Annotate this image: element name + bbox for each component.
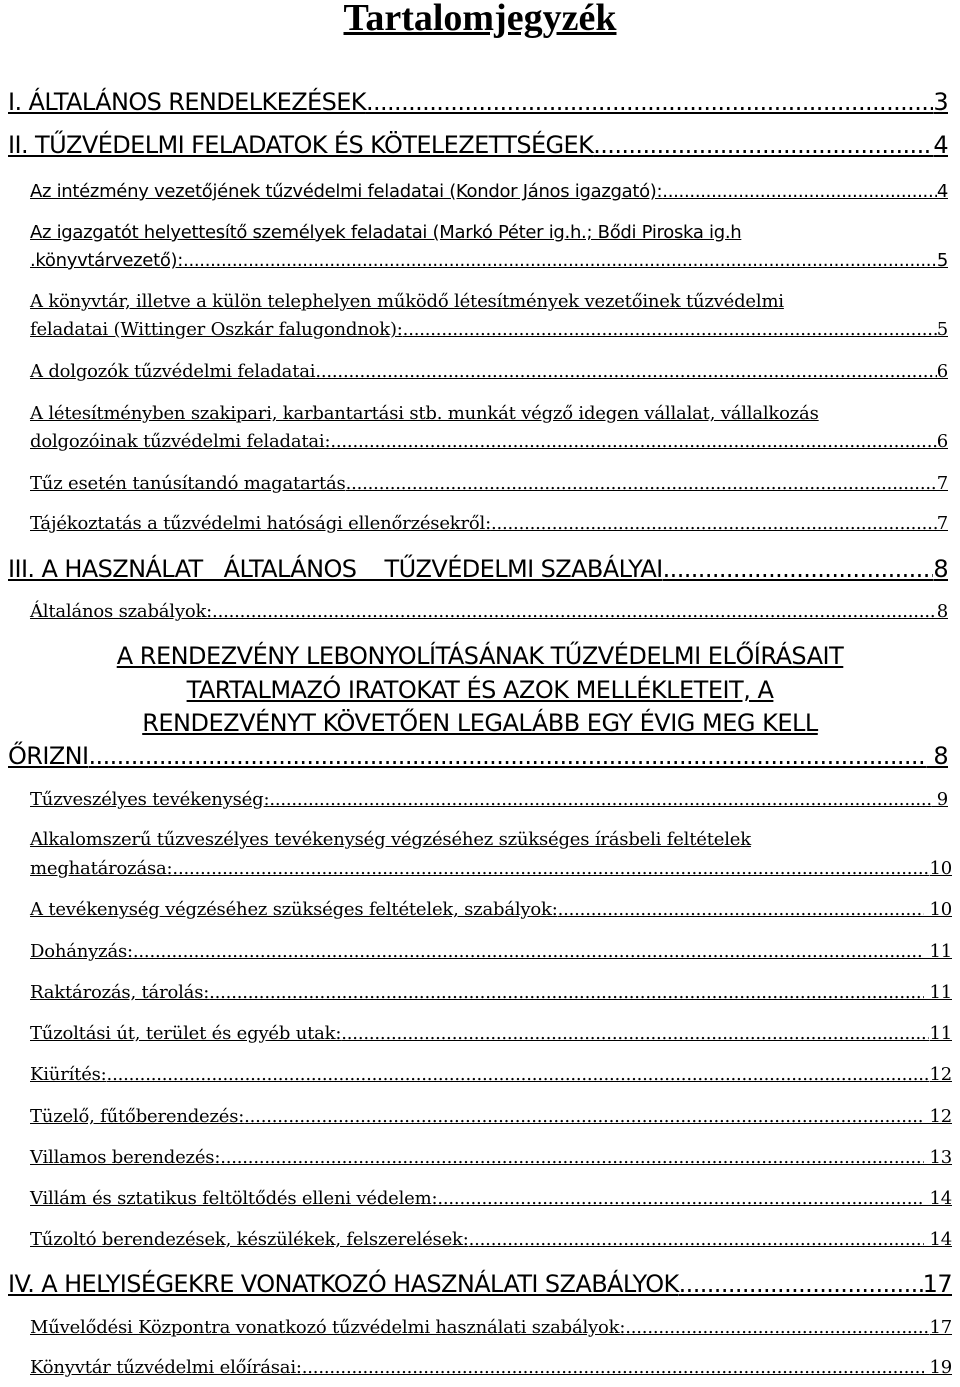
toc-entry-villamos[interactable] [30, 1147, 952, 1168]
toc-entry-text: Tájékoztatás a tűzvédelmi hatósági ellenőrzésekről: [30, 513, 491, 534]
toc-entry-text: II. TŰZVÉDELMI FELADATOK ÉS KÖTELEZETTSÉGEK [8, 131, 594, 159]
toc-page-number: 9 [931, 789, 948, 810]
toc-entry-alkalomszeru-line1[interactable]: Alkalomszerű tűzveszélyes tevékenység végzéséhez szükséges írásbeli feltételek [30, 829, 751, 850]
toc-leader-dots [663, 555, 934, 583]
toc-page-number: 8 [926, 742, 948, 770]
toc-leader-dots [315, 361, 936, 382]
toc-entry-altalanos-szabalyok[interactable] [30, 601, 948, 622]
toc-entry-text: III. A HASZNÁLAT ÁLTALÁNOS TŰZVÉDELMI SZABÁLYAI [8, 555, 663, 583]
toc-entry-text: meghatározása: [30, 858, 173, 879]
toc-leader-dots [346, 473, 937, 494]
toc-entry-text: Tűzoltó berendezések, készülékek, felszerelések: [30, 1229, 469, 1250]
toc-page-number: 3 [933, 88, 948, 116]
toc-entry-helyisegek[interactable] [8, 1270, 952, 1298]
toc-page-number: 4 [936, 181, 948, 202]
toc-entry-text: IV. A HELYISÉGEKRE VONATKOZÓ HASZNÁLATI SZABÁLYOK [8, 1270, 679, 1298]
toc-page-number: 19 [923, 1357, 952, 1378]
toc-entry-rendezveny[interactable] [8, 742, 948, 770]
toc-entry-tuz-eseten[interactable] [30, 473, 948, 494]
toc-entry-dolgozok[interactable] [30, 361, 948, 382]
toc-page-number: 14 [923, 1229, 952, 1250]
toc-page-number: 17 [929, 1317, 952, 1338]
toc-entry-tuzvedelmi-feladatok[interactable] [8, 131, 948, 159]
toc-leader-dots [625, 1317, 929, 1338]
toc-entry-text: A dolgozók tűzvédelmi feladatai [30, 361, 316, 382]
toc-leader-dots [133, 941, 924, 962]
toc-entry-muvelodesi-kozpont[interactable] [30, 1317, 952, 1338]
toc-page-number: 7 [936, 513, 948, 534]
toc-leader-dots [209, 982, 924, 1003]
toc-page-number: 6 [936, 431, 948, 452]
toc-entry-idegen-vallalat[interactable] [30, 431, 948, 452]
toc-entry-text: Tűzveszélyes tevékenység: [30, 789, 270, 810]
toc-leader-dots [469, 1229, 924, 1250]
toc-leader-dots [269, 789, 931, 810]
toc-entry-alkalomszeru[interactable] [30, 858, 952, 879]
toc-entry-tajekoztatas[interactable] [30, 513, 948, 534]
toc-entry-dohanyzas[interactable] [30, 941, 952, 962]
toc-leader-dots [244, 1106, 924, 1127]
toc-page-number: 17 [922, 1270, 952, 1298]
toc-entry-text: Raktározás, tárolás: [30, 982, 210, 1003]
toc-entry-text: dolgozóinak tűzvédelmi feladatai: [30, 431, 331, 452]
toc-leader-dots [302, 1357, 924, 1378]
toc-leader-dots [491, 513, 937, 534]
toc-page-number: 5 [936, 319, 948, 340]
toc-entry-konyvtar-telephely-line1[interactable]: A könyvtár, illetve a külön telephelyen működő létesítmények vezetőinek tűzvédelmi [30, 291, 784, 312]
toc-entry-text: Tüzelő, fűtőberendezés: [30, 1106, 245, 1127]
toc-page-number: 8 [936, 601, 948, 622]
toc-leader-dots [593, 131, 933, 159]
toc-leader-dots [172, 858, 929, 879]
toc-entry-text: Kiürítés: [30, 1064, 107, 1085]
toc-entry-text: Tűz esetén tanúsítandó magatartás [30, 473, 346, 494]
toc-entry-text: Villám és sztatikus feltöltődés elleni védelem: [30, 1188, 438, 1209]
toc-entry-igazgato-helyettes-line1[interactable]: Az igazgatót helyettesítő személyek feladatai (Markó Péter ig.h.; Bődi Piroska ig.h [30, 222, 742, 243]
toc-entry-text: Dohányzás: [30, 941, 133, 962]
toc-page-number: 11 [923, 941, 952, 962]
toc-entry-tevekenyseg-feltetelek[interactable] [30, 899, 952, 920]
toc-entry-konyvtar-eloirasai[interactable] [30, 1357, 952, 1378]
toc-entry-igazgato-helyettes[interactable] [30, 250, 948, 271]
page-title: Tartalomjegyzék [343, 0, 617, 39]
toc-leader-dots [107, 1064, 930, 1085]
toc-leader-dots [183, 250, 937, 271]
toc-page-number: 8 [933, 555, 948, 583]
toc-entry-text: Tűzoltási út, terület és egyéb utak: [30, 1023, 342, 1044]
toc-page-number: 11 [923, 982, 952, 1003]
toc-entry-hasznalat-altalanos[interactable] [8, 555, 948, 583]
toc-leader-dots [341, 1023, 929, 1044]
toc-entry-idegen-vallalat-line1[interactable]: A létesítményben szakipari, karbantartási stb. munkát végző idegen vállalat, vállalkozás [30, 403, 819, 424]
toc-entry-tuzoltasi-ut[interactable] [30, 1023, 952, 1044]
toc-page-number: 6 [936, 361, 948, 382]
toc-leader-dots [330, 431, 936, 452]
toc-leader-dots [89, 742, 927, 770]
toc-entry-rendezveny-line3[interactable]: RENDEZVÉNYT KÖVETŐEN LEGALÁBB EGY ÉVIG MEG KELL [142, 709, 818, 737]
toc-leader-dots [679, 1270, 923, 1298]
toc-entry-rendezveny-line1[interactable]: A RENDEZVÉNY LEBONYOLÍTÁSÁNAK TŰZVÉDELMI ELŐÍRÁSAIT [116, 642, 844, 670]
toc-leader-dots [662, 181, 937, 202]
toc-page-number: 11 [929, 1023, 952, 1044]
toc-entry-villam[interactable] [30, 1188, 952, 1209]
toc-entry-text: Az intézmény vezetőjének tűzvédelmi feladatai (Kondor János igazgató): [30, 181, 663, 202]
toc-entry-tuzveszelyes-tevekenyseg[interactable] [30, 789, 948, 810]
toc-entry-tuzolto-berendezesek[interactable] [30, 1229, 952, 1250]
toc-leader-dots [366, 88, 933, 116]
toc-entry-intezmeny-vezeto[interactable] [30, 181, 948, 202]
toc-entry-text: Villamos berendezés: [30, 1147, 221, 1168]
toc-leader-dots [220, 1147, 924, 1168]
toc-entry-text: Könyvtár tűzvédelmi előírásai: [30, 1357, 302, 1378]
toc-page-number: 14 [923, 1188, 952, 1209]
toc-page-number: 4 [933, 131, 948, 159]
toc-entry-konyvtar-telephely[interactable] [30, 319, 948, 340]
toc-leader-dots [558, 899, 924, 920]
toc-leader-dots [437, 1188, 924, 1209]
toc-entry-text: I. ÁLTALÁNOS RENDELKEZÉSEK [8, 88, 366, 116]
toc-entry-kiurites[interactable] [30, 1064, 952, 1085]
toc-page-number: 12 [929, 1064, 952, 1085]
toc-entry-text: .könyvtárvezető): [30, 250, 184, 271]
toc-entry-raktarozas[interactable] [30, 982, 952, 1003]
toc-entry-text: Általános szabályok: [30, 601, 213, 622]
toc-entry-text: feladatai (Wittinger Oszkár falugondnok): [30, 319, 403, 340]
toc-page-number: 5 [936, 250, 948, 271]
toc-leader-dots [403, 319, 937, 340]
toc-entry-text: ŐRIZNI [8, 742, 89, 770]
toc-page-number: 7 [936, 473, 948, 494]
toc-page-number: 12 [923, 1106, 952, 1127]
toc-page-number: 13 [923, 1147, 952, 1168]
toc-entry-tuzelo[interactable] [30, 1106, 952, 1127]
toc-entry-rendezveny-line2[interactable]: TARTALMAZÓ IRATOKAT ÉS AZOK MELLÉKLETEIT, A [186, 676, 774, 704]
toc-page-number: 10 [929, 858, 952, 879]
toc-entry-text: Művelődési Központra vonatkozó tűzvédelmi használati szabályok: [30, 1317, 626, 1338]
toc-leader-dots [212, 601, 937, 622]
toc-page-number: 10 [923, 899, 952, 920]
toc-entry-altalanos-rendelkezesek[interactable] [8, 88, 948, 116]
toc-entry-text: A tevékenység végzéséhez szükséges feltételek, szabályok: [30, 899, 558, 920]
